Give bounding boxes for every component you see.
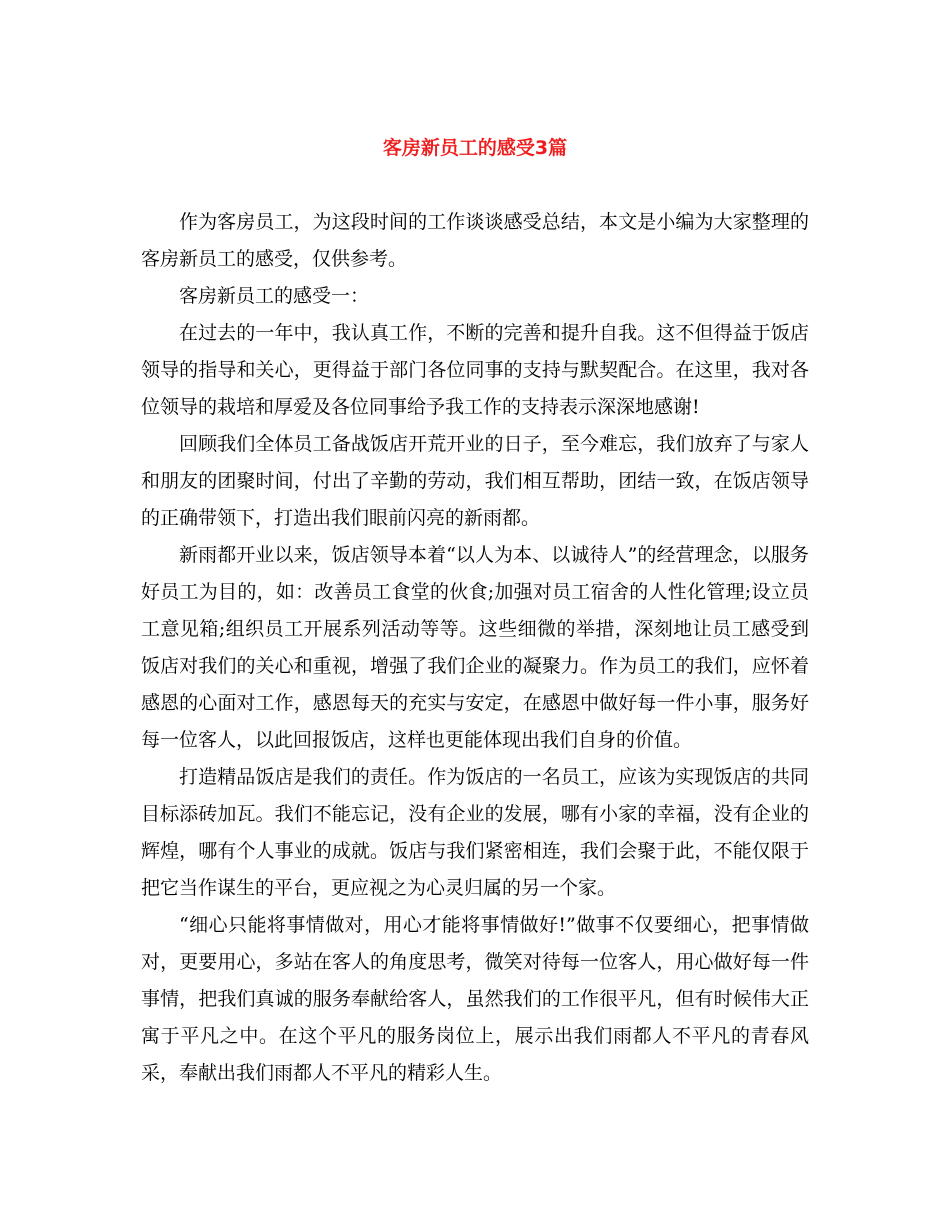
paragraph: 新雨都开业以来，饭店领导本着“以人为本、以诚待人”的经营理念，以服务好员工为目的，如：改善员工食堂的伙食;加强对员工宿舍的人性化管理;设立员工意见箱;组织员工开展系列活动等等。这些细微的举措，深刻地让员工感受到饭店对我们的关心和重视，增强了我们企业的凝聚力。作为员工的我们，应怀着感恩的心面对工作，感恩每天的充实与安定，在感恩中做好每一件小事，服务好每一位客人，以此回报饭店，这样也更能体现出我们自身的价值。 (141, 544, 809, 751)
paragraph: “细心只能将事情做对，用心才能将事情做好!”做事不仅要细心，把事情做对，更要用心，多站在客人的角度思考，微笑对待每一位客人，用心做好每一件事情，把我们真诚的服务奉献给客人，虽然我们的工作很平凡，但有时候伟大正寓于平凡之中。在这个平凡的服务岗位上，展示出我们雨都人不平凡的青春风采，奉献出我们雨都人不平凡的精彩人生。 (141, 914, 809, 1084)
section-heading: 客房新员工的感受一： (179, 285, 370, 307)
document-body (141, 204, 809, 1092)
document-title: 客房新员工的感受3篇 (382, 137, 568, 159)
paragraph: 回顾我们全体员工备战饭店开荒开业的日子，至今难忘，我们放弃了与家人和朋友的团聚时间，付出了辛勤的劳动，我们相互帮助，团结一致，在饭店领导的正确带领下，打造出我们眼前闪亮的新雨都。 (141, 433, 809, 529)
paragraph-intro: 作为客房员工，为这段时间的工作谈谈感受总结，本文是小编为大家整理的客房新员工的感受，仅供参考。 (141, 211, 809, 270)
paragraph: 打造精品饭店是我们的责任。作为饭店的一名员工，应该为实现饭店的共同目标添砖加瓦。我们不能忘记，没有企业的发展，哪有小家的幸福，没有企业的辉煌，哪有个人事业的成就。饭店与我们紧密相连，我们会聚于此，不能仅限于把它当作谋生的平台，更应视之为心灵归属的另一个家。 (141, 766, 809, 899)
paragraph: 在过去的一年中，我认真工作，不断的完善和提升自我。这不但得益于饭店领导的指导和关心，更得益于部门各位同事的支持与默契配合。在这里，我对各位领导的栽培和厚爱及各位同事给予我工作的支持表示深深地感谢! (141, 322, 809, 418)
